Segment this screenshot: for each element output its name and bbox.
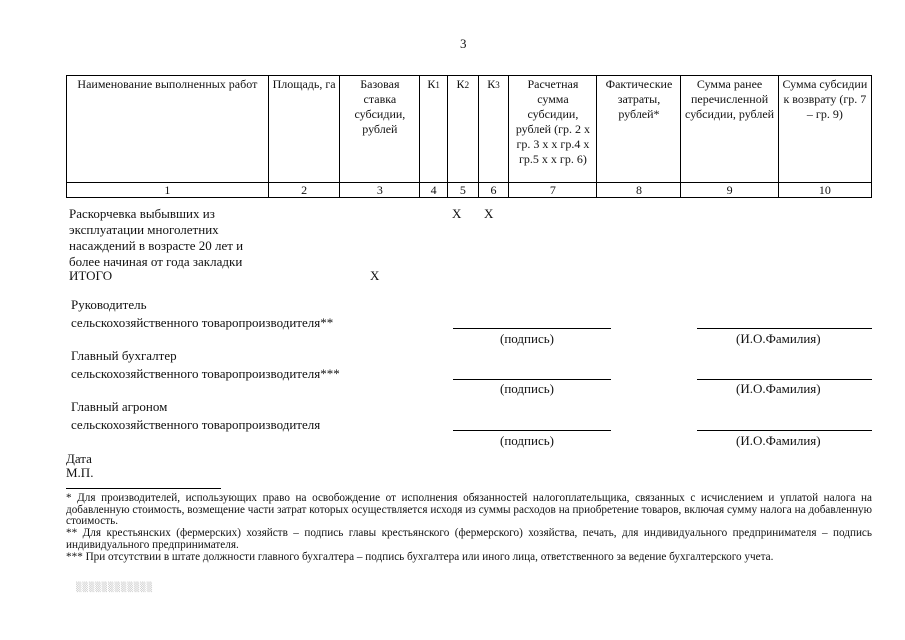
total-mark-rate: Х (370, 268, 380, 283)
total-label: ИТОГО (69, 268, 113, 283)
name-caption: (И.О.Фамилия) (736, 433, 821, 448)
header-k3: К3 (478, 76, 509, 183)
header-previous-subsidy: Сумма ранее перечисленной субсидии, рублей (681, 76, 778, 183)
faint-stamp-mark: ▒▒▒▒▒▒▒▒▒▒▒▒ (76, 583, 154, 593)
column-number-row (67, 183, 872, 198)
work-name-cell: Раскорчевка выбывших из эксплуатации многолетних насаждений в возрасте 20 лет и более начиная от года закладки (69, 206, 244, 269)
signatory-subtitle: сельскохозяйственного товаропроизводителя** (71, 315, 334, 330)
name-line (697, 430, 872, 431)
footnote-separator (66, 488, 221, 489)
name-caption: (И.О.Фамилия) (736, 331, 821, 346)
header-base-rate: Базовая ставка субсидии, рублей (340, 76, 420, 183)
signatory-title: Главный бухгалтер (71, 348, 177, 363)
signatory-subtitle: сельскохозяйственного товаропроизводителя*** (71, 366, 340, 381)
footnote-farm: ** Для крестьянских (фермерских) хозяйств – подпись главы крестьянского (фермерского) хозяйства, печать, для индивидуального предпринимателя – подпись индивидуального предпринимателя. (66, 527, 872, 551)
page-number: 3 (460, 36, 467, 51)
header-actual-costs: Фактические затраты, рублей* (597, 76, 681, 183)
signatory-title: Руководитель (71, 297, 147, 312)
header-k1: К1 (420, 76, 448, 183)
name-line (697, 379, 872, 380)
column-number: 7 (509, 183, 597, 198)
header-work-name: Наименование выполненных работ (67, 76, 269, 183)
signatory-subtitle: сельскохозяйственного товаропроизводителя (71, 417, 321, 432)
header-calculated-sum: Расчетная сумма субсидии, рублей (гр. 2 х гр. 3 х х гр.4 х гр.5 х х гр. 6) (509, 76, 597, 183)
mark-k3: Х (484, 206, 494, 221)
name-caption: (И.О.Фамилия) (736, 381, 821, 396)
signature-caption: (подпись) (500, 331, 554, 346)
column-number: 6 (478, 183, 509, 198)
signature-line (453, 430, 611, 431)
signature-line (453, 379, 611, 380)
footnote-accountant: *** При отсутствии в штате должности главного бухгалтера – подпись бухгалтера или иного лица, ответственного за ведение бухгалтерского учета. (66, 551, 774, 563)
signature-caption: (подпись) (500, 433, 554, 448)
header-refund-sum: Сумма субсидии к возврату (гр. 7 – гр. 9) (778, 76, 871, 183)
header-area: Площадь, га (268, 76, 340, 183)
table-header-row (67, 76, 872, 183)
signatory-title: Главный агроном (71, 399, 168, 414)
name-line (697, 328, 872, 329)
date-label: Дата (66, 451, 92, 466)
column-number: 3 (340, 183, 420, 198)
column-number: 1 (67, 183, 269, 198)
column-number: 5 (447, 183, 478, 198)
column-number: 4 (420, 183, 448, 198)
seal-label: М.П. (66, 465, 94, 480)
column-number: 2 (268, 183, 340, 198)
column-number: 9 (681, 183, 778, 198)
signature-line (453, 328, 611, 329)
subsidy-table (66, 75, 872, 198)
footnote-vat: * Для производителей, использующих право на освобождение от исполнения обязанностей налогоплательщика, связанных с исчислением и уплатой налога на добавленную стоимость, возмещение части затрат которых осуществляется исходя из суммы расходов на приобретение товаров, включая сумму налога на добавленную стоимость. (66, 492, 872, 527)
signature-caption: (подпись) (500, 381, 554, 396)
column-number: 8 (597, 183, 681, 198)
column-number: 10 (778, 183, 871, 198)
header-k2: К2 (447, 76, 478, 183)
mark-k2: Х (452, 206, 462, 221)
